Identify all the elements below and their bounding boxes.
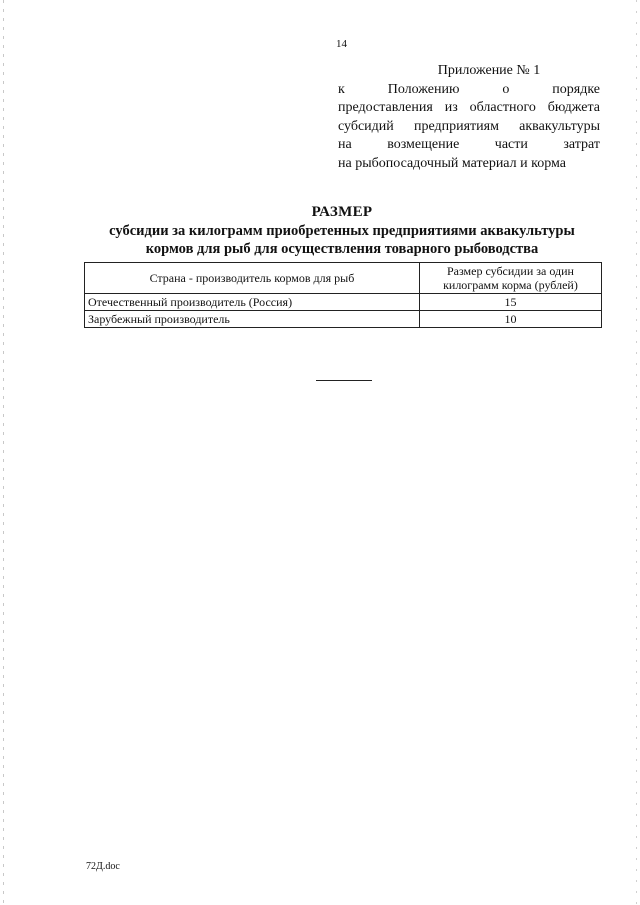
table-cell-amount: 15 [419,294,601,311]
footer-filename: 72Д.doc [86,861,120,872]
scan-edge-right [636,0,637,905]
end-divider-line [316,380,372,381]
table-cell-amount: 10 [419,311,601,328]
subsidy-table-grid [84,262,602,328]
heading-subtitle-line-2: кормов для рыб для осуществления товарного рыбоводства [145,241,539,257]
table-header-row [85,263,602,294]
appendix-line: субсидий предприятиям аквакультуры [338,118,600,134]
appendix-line: на рыбопосадочный материал и корма [338,155,566,171]
document-heading [80,203,604,259]
table-cell-country: Зарубежный производитель [85,311,420,328]
table-header-cell: Страна - производитель кормов для рыб [85,263,420,294]
heading-subtitle-line-1: субсидии за килограмм приобретенных предприятиями аквакультуры [109,222,575,239]
appendix-line: предоставления из областного бюджета [338,100,600,115]
table-row [85,294,602,311]
appendix-line: на возмещение части затрат [338,137,600,152]
scan-edge-left [3,0,4,905]
subsidy-table [84,262,602,328]
appendix-title: Приложение № 1 [437,63,541,78]
table-cell-country: Отечественный производитель (Россия) [85,294,420,311]
heading-main: РАЗМЕР [311,204,373,220]
appendix-line: к Положению о порядке [338,81,600,97]
page-number: 14 [336,38,347,50]
appendix-block [338,62,600,173]
table-header-cell: Размер субсидии за один килограмм корма (рублей) [419,263,601,294]
table-row [85,311,602,328]
